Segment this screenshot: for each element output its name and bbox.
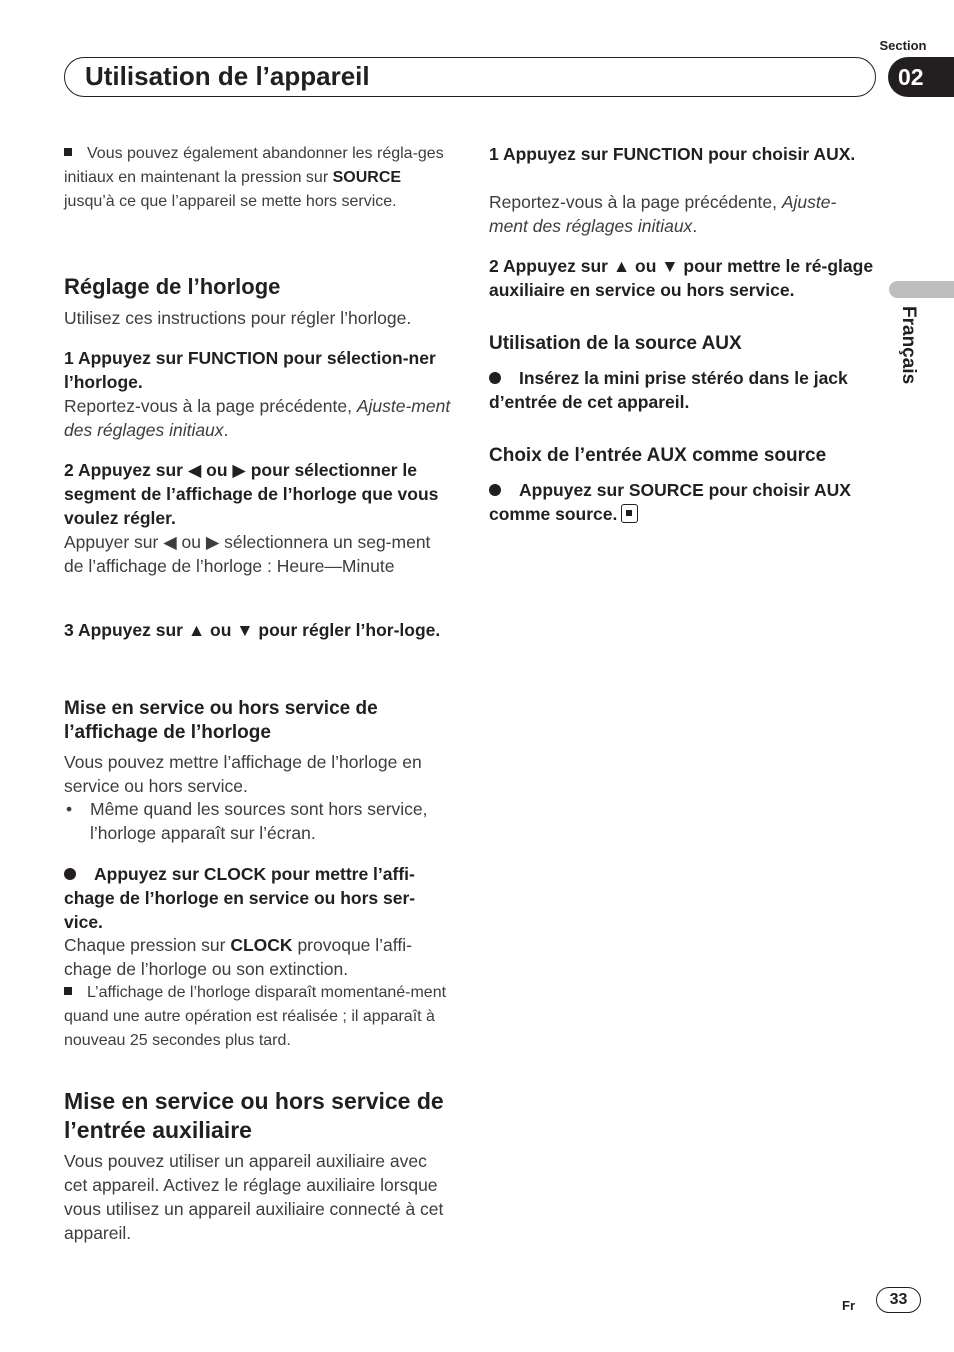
note1-source-keyword: SOURCE (332, 169, 402, 186)
clock-display-intro: Vous pouvez mettre l’affichage de l’horloge en service ou hors service. (64, 752, 422, 796)
clock-step-3: 3 Appuyez sur ▲ ou ▼ pour régler l’hor-loge. (64, 620, 441, 640)
clock-setting-intro: Utilisez ces instructions pour régler l’horloge. (64, 308, 412, 328)
clock-button-action (64, 862, 452, 934)
aux-source-heading: Utilisation de la source AUX (489, 333, 742, 354)
page-title: Utilisation de l’appareil (85, 61, 370, 91)
clock-step-2-description: Appuyer sur ◀ ou ▶ sélectionnera un seg-ment de l’affichage de l’horloge : Heure—Minute (64, 532, 431, 576)
note-abandon-settings (64, 142, 452, 214)
step1-ref-link: Ajuste-ment des réglages initiaux (64, 396, 451, 440)
language-tab-marker (889, 281, 954, 298)
action-dot-icon (489, 484, 501, 496)
aux-step-1: 1 Appuyez sur FUNCTION pour choisir AUX. (489, 144, 856, 164)
aux-choice-action-text: Appuyez sur SOURCE pour choisir AUX comme source. (489, 480, 851, 524)
note-clock-disappears (64, 981, 452, 1053)
aux-source-action (489, 366, 875, 414)
step1-ref-text: Reportez-vous à la page précédente, (64, 396, 357, 416)
bullet-text: Même quand les sources sont hors service, l’horloge apparaît sur l’écran. (90, 799, 428, 843)
aux-step1-ref-end: . (692, 216, 698, 236)
note1-text-a: Vous pouvez également abandonner les régla-ges initiaux en maintenant la pression sur (64, 145, 444, 186)
clock-display-heading: Mise en service ou hors service de l’affichage de l’horloge (64, 698, 378, 743)
language-tab-label: Français (898, 306, 919, 385)
clock-step-1-reference (64, 394, 452, 442)
aux-step-1-reference (489, 190, 875, 238)
clock-display-bullet (64, 797, 452, 845)
page-number: 33 (876, 1287, 921, 1313)
step1-ref-end: . (223, 420, 229, 440)
bullet-icon: • (66, 799, 73, 819)
end-of-section-icon (621, 504, 638, 523)
note1-text-c: jusqu’à ce que l’appareil se mette hors service. (64, 193, 397, 210)
clock-setting-heading: Réglage de l’horloge (64, 274, 281, 299)
note-square-icon (64, 987, 72, 995)
clock-keyword: CLOCK (230, 935, 293, 955)
action-dot-icon (64, 868, 76, 880)
section-number-badge: 02 (888, 57, 954, 97)
clock-press-text-c: provoque l’affi-chage de l’horloge ou son extinction. (64, 935, 412, 979)
aux-step1-ref-text: Reportez-vous à la page précédente, (489, 192, 782, 212)
clock-press-description (64, 933, 452, 981)
note-square-icon (64, 148, 72, 156)
aux-step-2: 2 Appuyez sur ▲ ou ▼ pour mettre le ré-glage auxiliaire en service ou hors service. (489, 256, 874, 300)
aux-source-action-text: Insérez la mini prise stéréo dans le jack d’entrée de cet appareil. (489, 368, 848, 412)
clock-action-text: Appuyez sur CLOCK pour mettre l’affi-chage de l’horloge en service ou hors ser-vice. (64, 864, 416, 932)
footer-language-code: Fr (842, 1298, 855, 1313)
section-label: Section (879, 38, 927, 53)
aux-input-intro: Vous pouvez utiliser un appareil auxiliaire avec cet appareil. Activez le réglage auxiliaire lorsque vous utilisez un appareil auxiliaire connecté à cet appareil. (64, 1151, 444, 1243)
aux-input-heading: Mise en service ou hors service de l’entrée auxiliaire (64, 1088, 444, 1143)
clock-press-text-a: Chaque pression sur (64, 935, 231, 955)
aux-choice-action (489, 478, 875, 526)
clock-step-1: 1 Appuyez sur FUNCTION pour sélection-ner l’horloge. (64, 348, 436, 392)
aux-step1-ref-link: Ajuste-ment des réglages initiaux (489, 192, 837, 236)
aux-choice-heading: Choix de l’entrée AUX comme source (489, 445, 827, 466)
action-dot-icon (489, 372, 501, 384)
page-title-bar (64, 57, 876, 97)
note2-text: L’affichage de l’horloge disparaît momentané-ment quand une autre opération est réalisée ; il apparaît à nouveau 25 secondes plus tard. (64, 984, 447, 1049)
clock-step-2: 2 Appuyez sur ◀ ou ▶ pour sélectionner le segment de l’affichage de l’horloge que vous voulez régler. (64, 460, 439, 528)
